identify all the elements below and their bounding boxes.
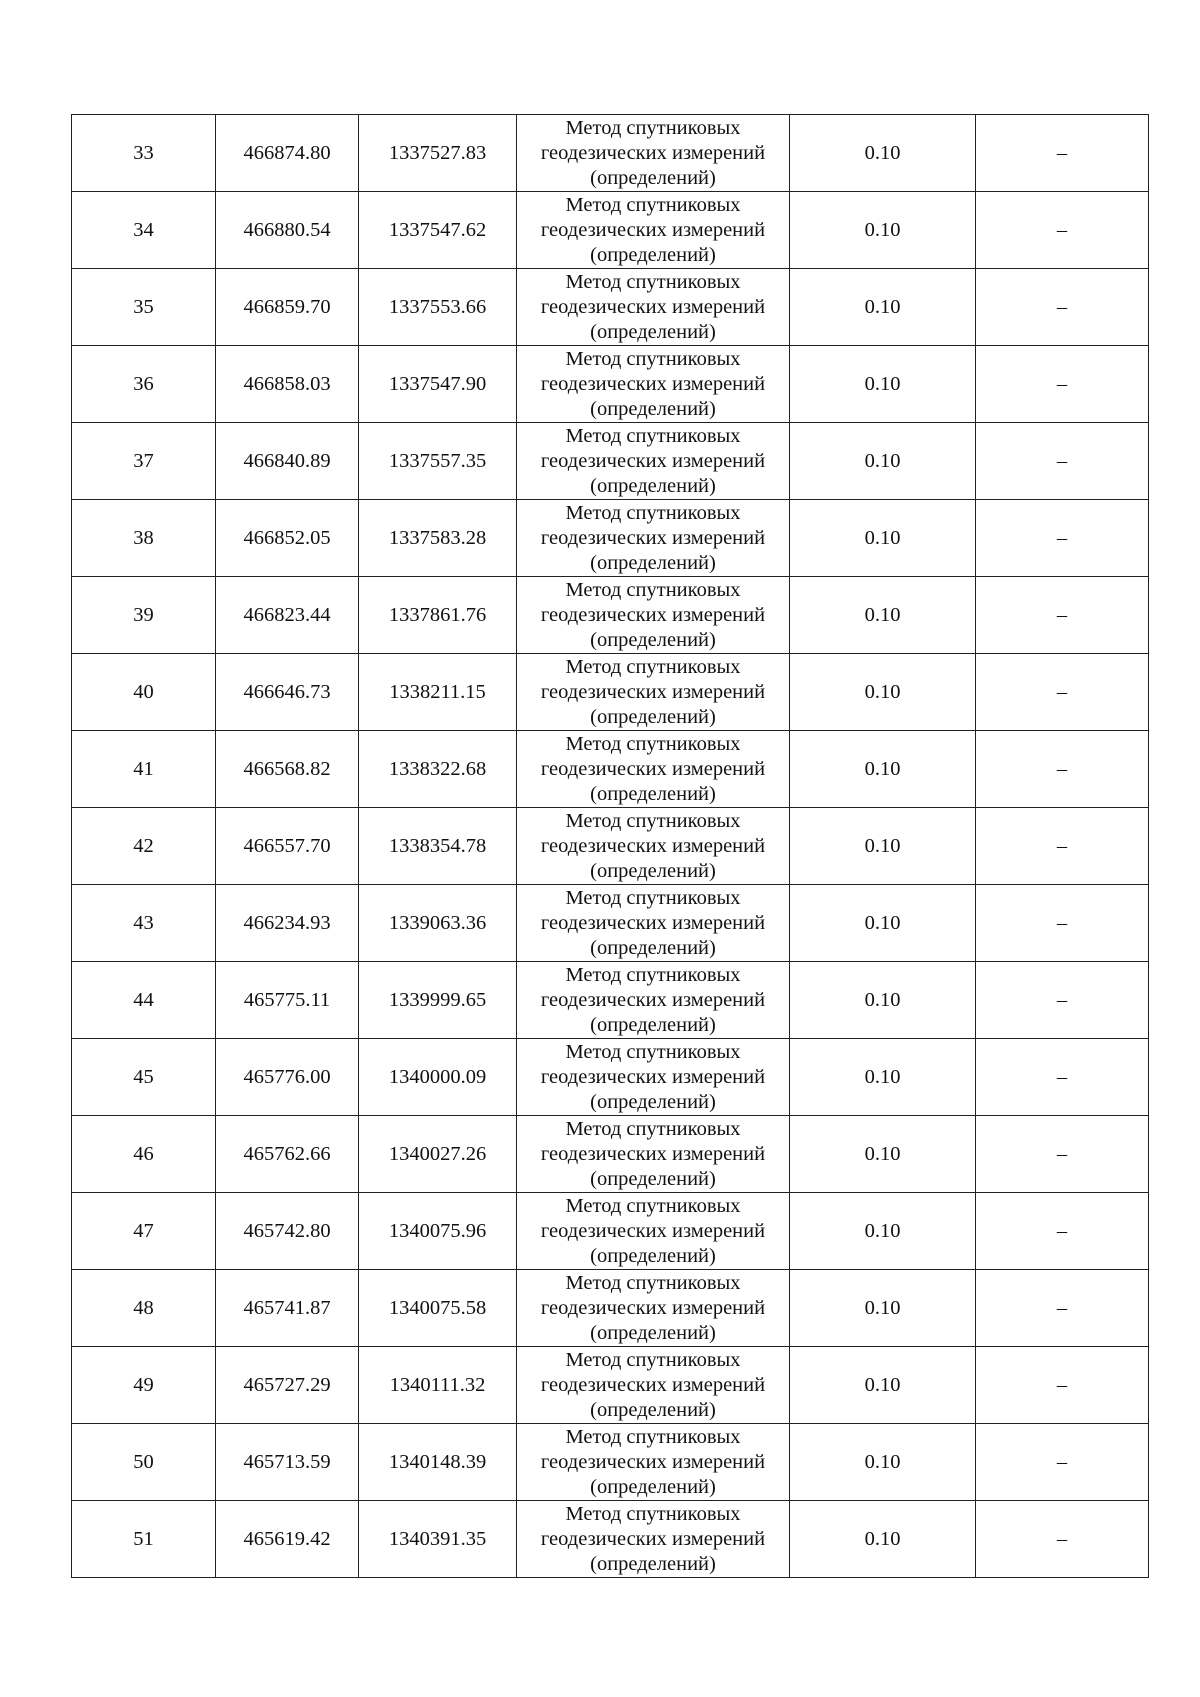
table-row	[72, 1193, 1149, 1270]
table-row	[72, 269, 1149, 346]
x-coordinate-cell: 466858.03	[216, 346, 359, 423]
method-line: (определений)	[590, 1090, 716, 1113]
note-cell: –	[976, 192, 1149, 269]
accuracy-cell: 0.10	[790, 808, 976, 885]
note-cell: –	[976, 1501, 1149, 1578]
x-coordinate-cell: 466874.80	[216, 115, 359, 192]
x-coordinate-cell: 466859.70	[216, 269, 359, 346]
y-coordinate-cell: 1340391.35	[359, 1501, 517, 1578]
method-line: (определений)	[590, 1244, 716, 1267]
method-line: геодезических измерений	[540, 757, 766, 780]
method-line: геодезических измерений	[540, 141, 766, 164]
accuracy-cell: 0.10	[790, 1116, 976, 1193]
method-line: Метод спутниковых	[565, 886, 741, 909]
x-coordinate-cell: 466880.54	[216, 192, 359, 269]
table-row	[72, 1116, 1149, 1193]
note-cell: –	[976, 1270, 1149, 1347]
method-line: геодезических измерений	[540, 834, 766, 857]
y-coordinate-cell: 1337553.66	[359, 269, 517, 346]
accuracy-cell: 0.10	[790, 1347, 976, 1424]
y-coordinate-cell: 1339999.65	[359, 962, 517, 1039]
method-line: геодезических измерений	[540, 1065, 766, 1088]
point-number-cell: 46	[72, 1116, 216, 1193]
point-number-cell: 49	[72, 1347, 216, 1424]
method-line: Метод спутниковых	[565, 1117, 741, 1140]
y-coordinate-cell: 1338354.78	[359, 808, 517, 885]
accuracy-cell: 0.10	[790, 1424, 976, 1501]
method-line: Метод спутниковых	[565, 270, 741, 293]
method-line: (определений)	[590, 936, 716, 959]
x-coordinate-cell: 466840.89	[216, 423, 359, 500]
table-row	[72, 192, 1149, 269]
method-line: (определений)	[590, 628, 716, 651]
point-number-cell: 48	[72, 1270, 216, 1347]
method-line: (определений)	[590, 397, 716, 420]
method-line: Метод спутниковых	[565, 1502, 741, 1525]
y-coordinate-cell: 1340111.32	[359, 1347, 517, 1424]
table-row	[72, 808, 1149, 885]
note-cell: –	[976, 423, 1149, 500]
note-cell: –	[976, 1116, 1149, 1193]
table-row	[72, 346, 1149, 423]
accuracy-cell: 0.10	[790, 1039, 976, 1116]
method-line: (определений)	[590, 705, 716, 728]
method-line: (определений)	[590, 859, 716, 882]
x-coordinate-cell: 466852.05	[216, 500, 359, 577]
y-coordinate-cell: 1338322.68	[359, 731, 517, 808]
note-cell: –	[976, 346, 1149, 423]
method-line: геодезических измерений	[540, 1373, 766, 1396]
note-cell: –	[976, 500, 1149, 577]
method-cell	[517, 1270, 790, 1347]
point-number-cell: 41	[72, 731, 216, 808]
y-coordinate-cell: 1338211.15	[359, 654, 517, 731]
method-line: (определений)	[590, 320, 716, 343]
table-row	[72, 731, 1149, 808]
x-coordinate-cell: 465619.42	[216, 1501, 359, 1578]
point-number-cell: 45	[72, 1039, 216, 1116]
table-row	[72, 1270, 1149, 1347]
method-cell	[517, 115, 790, 192]
method-cell	[517, 500, 790, 577]
point-number-cell: 47	[72, 1193, 216, 1270]
point-number-cell: 39	[72, 577, 216, 654]
y-coordinate-cell: 1337557.35	[359, 423, 517, 500]
y-coordinate-cell: 1337547.62	[359, 192, 517, 269]
accuracy-cell: 0.10	[790, 1501, 976, 1578]
table-row	[72, 1424, 1149, 1501]
x-coordinate-cell: 466646.73	[216, 654, 359, 731]
point-number-cell: 40	[72, 654, 216, 731]
method-line: геодезических измерений	[540, 449, 766, 472]
method-line: геодезических измерений	[540, 1527, 766, 1550]
note-cell: –	[976, 1039, 1149, 1116]
accuracy-cell: 0.10	[790, 115, 976, 192]
method-cell	[517, 1501, 790, 1578]
x-coordinate-cell: 465727.29	[216, 1347, 359, 1424]
method-cell	[517, 962, 790, 1039]
accuracy-cell: 0.10	[790, 423, 976, 500]
y-coordinate-cell: 1337547.90	[359, 346, 517, 423]
y-coordinate-cell: 1340075.58	[359, 1270, 517, 1347]
note-cell: –	[976, 654, 1149, 731]
point-number-cell: 34	[72, 192, 216, 269]
method-line: (определений)	[590, 1167, 716, 1190]
note-cell: –	[976, 269, 1149, 346]
x-coordinate-cell: 465776.00	[216, 1039, 359, 1116]
table-row	[72, 500, 1149, 577]
coordinates-table-body	[72, 115, 1149, 1578]
method-cell	[517, 1424, 790, 1501]
method-line: геодезических измерений	[540, 911, 766, 934]
note-cell: –	[976, 962, 1149, 1039]
point-number-cell: 38	[72, 500, 216, 577]
method-cell	[517, 885, 790, 962]
y-coordinate-cell: 1340000.09	[359, 1039, 517, 1116]
accuracy-cell: 0.10	[790, 885, 976, 962]
x-coordinate-cell: 465775.11	[216, 962, 359, 1039]
method-cell	[517, 346, 790, 423]
method-line: Метод спутниковых	[565, 116, 741, 139]
point-number-cell: 36	[72, 346, 216, 423]
method-line: Метод спутниковых	[565, 424, 741, 447]
method-line: геодезических измерений	[540, 988, 766, 1011]
method-cell	[517, 269, 790, 346]
x-coordinate-cell: 466568.82	[216, 731, 359, 808]
accuracy-cell: 0.10	[790, 731, 976, 808]
y-coordinate-cell: 1337861.76	[359, 577, 517, 654]
point-number-cell: 50	[72, 1424, 216, 1501]
note-cell: –	[976, 1193, 1149, 1270]
note-cell: –	[976, 885, 1149, 962]
method-line: Метод спутниковых	[565, 1040, 741, 1063]
note-cell: –	[976, 1347, 1149, 1424]
method-line: Метод спутниковых	[565, 655, 741, 678]
method-line: геодезических измерений	[540, 526, 766, 549]
note-cell: –	[976, 1424, 1149, 1501]
coordinates-table	[71, 114, 1149, 1578]
y-coordinate-cell: 1337583.28	[359, 500, 517, 577]
method-cell	[517, 654, 790, 731]
method-line: (определений)	[590, 1321, 716, 1344]
method-line: геодезических измерений	[540, 1142, 766, 1165]
table-row	[72, 423, 1149, 500]
method-line: геодезических измерений	[540, 218, 766, 241]
method-line: (определений)	[590, 1475, 716, 1498]
method-line: (определений)	[590, 1013, 716, 1036]
accuracy-cell: 0.10	[790, 1193, 976, 1270]
point-number-cell: 43	[72, 885, 216, 962]
point-number-cell: 42	[72, 808, 216, 885]
note-cell: –	[976, 808, 1149, 885]
method-cell	[517, 423, 790, 500]
point-number-cell: 33	[72, 115, 216, 192]
y-coordinate-cell: 1340075.96	[359, 1193, 517, 1270]
method-cell	[517, 192, 790, 269]
y-coordinate-cell: 1337527.83	[359, 115, 517, 192]
note-cell: –	[976, 115, 1149, 192]
method-line: геодезических измерений	[540, 1219, 766, 1242]
note-cell: –	[976, 577, 1149, 654]
table-row	[72, 654, 1149, 731]
method-line: (определений)	[590, 166, 716, 189]
y-coordinate-cell: 1340027.26	[359, 1116, 517, 1193]
method-line: Метод спутниковых	[565, 1271, 741, 1294]
method-cell	[517, 577, 790, 654]
point-number-cell: 37	[72, 423, 216, 500]
table-row	[72, 115, 1149, 192]
method-line: геодезических измерений	[540, 372, 766, 395]
accuracy-cell: 0.10	[790, 346, 976, 423]
point-number-cell: 44	[72, 962, 216, 1039]
method-cell	[517, 731, 790, 808]
accuracy-cell: 0.10	[790, 654, 976, 731]
method-cell	[517, 1039, 790, 1116]
method-line: геодезических измерений	[540, 295, 766, 318]
method-cell	[517, 808, 790, 885]
method-line: Метод спутниковых	[565, 963, 741, 986]
method-line: Метод спутниковых	[565, 347, 741, 370]
method-line: геодезических измерений	[540, 1450, 766, 1473]
accuracy-cell: 0.10	[790, 962, 976, 1039]
method-line: Метод спутниковых	[565, 1425, 741, 1448]
method-cell	[517, 1116, 790, 1193]
point-number-cell: 35	[72, 269, 216, 346]
table-row	[72, 1039, 1149, 1116]
x-coordinate-cell: 465713.59	[216, 1424, 359, 1501]
y-coordinate-cell: 1339063.36	[359, 885, 517, 962]
y-coordinate-cell: 1340148.39	[359, 1424, 517, 1501]
x-coordinate-cell: 465741.87	[216, 1270, 359, 1347]
method-line: Метод спутниковых	[565, 1348, 741, 1371]
method-line: (определений)	[590, 474, 716, 497]
accuracy-cell: 0.10	[790, 1270, 976, 1347]
table-row	[72, 577, 1149, 654]
method-line: (определений)	[590, 1552, 716, 1575]
method-line: (определений)	[590, 782, 716, 805]
method-line: Метод спутниковых	[565, 193, 741, 216]
accuracy-cell: 0.10	[790, 192, 976, 269]
accuracy-cell: 0.10	[790, 577, 976, 654]
table-row	[72, 962, 1149, 1039]
method-line: Метод спутниковых	[565, 809, 741, 832]
method-line: геодезических измерений	[540, 603, 766, 626]
method-line: геодезических измерений	[540, 680, 766, 703]
note-cell: –	[976, 731, 1149, 808]
point-number-cell: 51	[72, 1501, 216, 1578]
method-line: геодезических измерений	[540, 1296, 766, 1319]
x-coordinate-cell: 466823.44	[216, 577, 359, 654]
method-line: Метод спутниковых	[565, 732, 741, 755]
table-row	[72, 1347, 1149, 1424]
table-row	[72, 1501, 1149, 1578]
method-line: (определений)	[590, 1398, 716, 1421]
accuracy-cell: 0.10	[790, 500, 976, 577]
method-line: Метод спутниковых	[565, 1194, 741, 1217]
table-row	[72, 885, 1149, 962]
x-coordinate-cell: 465762.66	[216, 1116, 359, 1193]
x-coordinate-cell: 466557.70	[216, 808, 359, 885]
method-line: (определений)	[590, 551, 716, 574]
method-line: Метод спутниковых	[565, 501, 741, 524]
method-line: (определений)	[590, 243, 716, 266]
method-cell	[517, 1193, 790, 1270]
x-coordinate-cell: 465742.80	[216, 1193, 359, 1270]
x-coordinate-cell: 466234.93	[216, 885, 359, 962]
method-cell	[517, 1347, 790, 1424]
method-line: Метод спутниковых	[565, 578, 741, 601]
accuracy-cell: 0.10	[790, 269, 976, 346]
